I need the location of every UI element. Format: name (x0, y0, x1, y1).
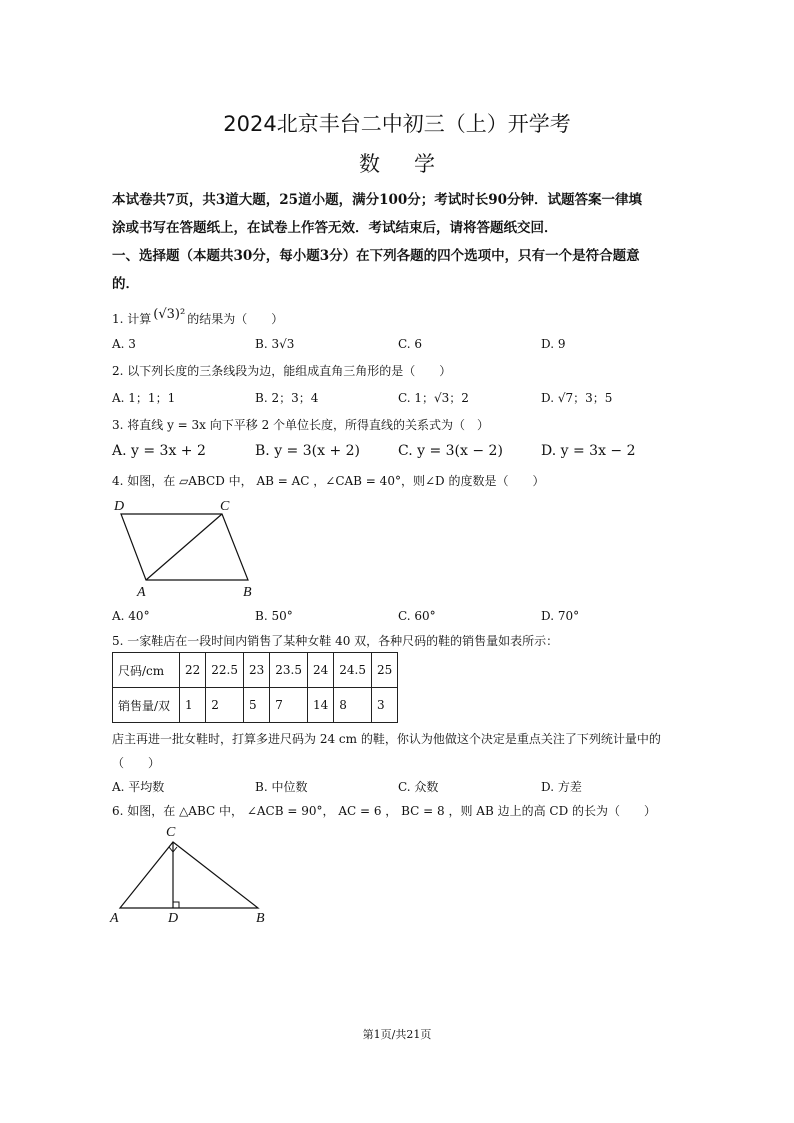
table-cell: 23 (244, 653, 270, 688)
q4-stem: 4. 如图，在 ▱ABCD 中， AB = AC ，∠CAB = 40°，则∠D 的度数是（ ） (112, 474, 545, 488)
q4-label-d: D (114, 499, 125, 514)
q1-option-c: C. 6 (398, 337, 423, 351)
table-row (113, 688, 398, 723)
table-cell: 25 (372, 653, 398, 688)
q6-label-b: B (256, 911, 265, 926)
q4-label-b: B (243, 585, 252, 600)
q1-math: (√3)² (153, 307, 186, 322)
table-cell: 销售量/双 (113, 688, 180, 723)
q3-option-b: B. y = 3(x + 2) (255, 443, 360, 459)
diagonal-ac (146, 514, 222, 580)
section1-line-1: 一、选择题（本题共30分，每小题3分）在下列各题的四个选项中，只有一个是符合题意 (112, 248, 640, 264)
q1-stem: 1. 计算 (√3)² 的结果为（ ） (112, 307, 284, 326)
q4-option-b: B. 50° (255, 609, 293, 623)
q4-option-c: C. 60° (398, 609, 436, 623)
section1-line-2: 的． (112, 276, 139, 292)
subject-heading: 数学 (359, 152, 469, 176)
q5-after-line-2: （ ） (112, 756, 161, 770)
table-cell: 尺码/cm (113, 653, 180, 688)
q3-option-d: D. y = 3x − 2 (541, 443, 636, 459)
q5-option-c: C. 众数 (398, 780, 439, 794)
q6-label-c: C (166, 825, 176, 840)
q5-stem: 5. 一家鞋店在一段时间内销售了某种女鞋 40 双，各种尺码的鞋的销售量如表所示： (112, 634, 559, 648)
q5-after-line-1: 店主再进一批女鞋时，打算多进尺码为 24 cm 的鞋，你认为他做这个决定是重点关注了下列统计量中的 (112, 732, 661, 746)
table-cell: 23.5 (270, 653, 308, 688)
q4-parallelogram-figure (110, 496, 270, 600)
q6-label-d: D (168, 911, 179, 926)
table-cell: 8 (334, 688, 372, 723)
q6-label-a: A (110, 911, 119, 926)
q5-option-a: A. 平均数 (112, 780, 165, 794)
table-cell: 2 (206, 688, 244, 723)
intro-line-2: 涂或书写在答题纸上，在试卷上作答无效．考试结束后，请将答题纸交回． (112, 220, 558, 236)
intro-line-1: 本试卷共7页，共3道大题，25道小题，满分100分；考试时长90分钟．试题答案一律填 (112, 192, 643, 208)
q5-option-b: B. 中位数 (255, 780, 308, 794)
table-cell: 22.5 (206, 653, 244, 688)
page-title: 2024北京丰台二中初三（上）开学考 (223, 112, 571, 136)
q3-option-c: C. y = 3(x − 2) (398, 443, 503, 459)
q4-option-d: D. 70° (541, 609, 580, 623)
triangle-abc (120, 842, 258, 908)
page-footer: 第1页/共21页 (362, 1028, 432, 1041)
q1-option-a: A. 3 (112, 337, 136, 351)
table-cell: 24.5 (334, 653, 372, 688)
table-cell: 24 (308, 653, 334, 688)
q2-stem: 2. 以下列长度的三条线段为边，能组成直角三角形的是（ ） (112, 364, 452, 378)
q2-option-d: D. √7；3；5 (541, 391, 613, 405)
table-cell: 14 (308, 688, 334, 723)
table-cell: 7 (270, 688, 308, 723)
right-angle-mark-d (173, 902, 179, 908)
q4-option-a: A. 40° (112, 609, 150, 623)
q2-option-a: A. 1；1；1 (112, 391, 176, 405)
q1-option-b: B. 3√3 (255, 337, 295, 351)
q4-label-a: A (137, 585, 146, 600)
q5-option-d: D. 方差 (541, 780, 582, 794)
q6-triangle-figure (108, 822, 278, 928)
q2-option-c: C. 1；√3；2 (398, 391, 469, 405)
q5-sales-table (112, 652, 398, 723)
table-cell: 3 (372, 688, 398, 723)
table-cell: 1 (180, 688, 206, 723)
q2-option-b: B. 2；3；4 (255, 391, 319, 405)
q4-label-c: C (220, 499, 230, 514)
table-cell: 5 (244, 688, 270, 723)
table-cell: 22 (180, 653, 206, 688)
q3-option-a: A. y = 3x + 2 (112, 443, 206, 459)
table-row (113, 653, 398, 688)
q6-stem: 6. 如图，在 △ABC 中， ∠ACB = 90°， AC = 6 ， BC = 8 ，则 AB 边上的高 CD 的长为（ ） (112, 804, 657, 818)
q3-stem: 3. 将直线 y = 3x 向下平移 2 个单位长度，所得直线的关系式为（ ） (112, 418, 490, 432)
q1-option-d: D. 9 (541, 337, 566, 351)
